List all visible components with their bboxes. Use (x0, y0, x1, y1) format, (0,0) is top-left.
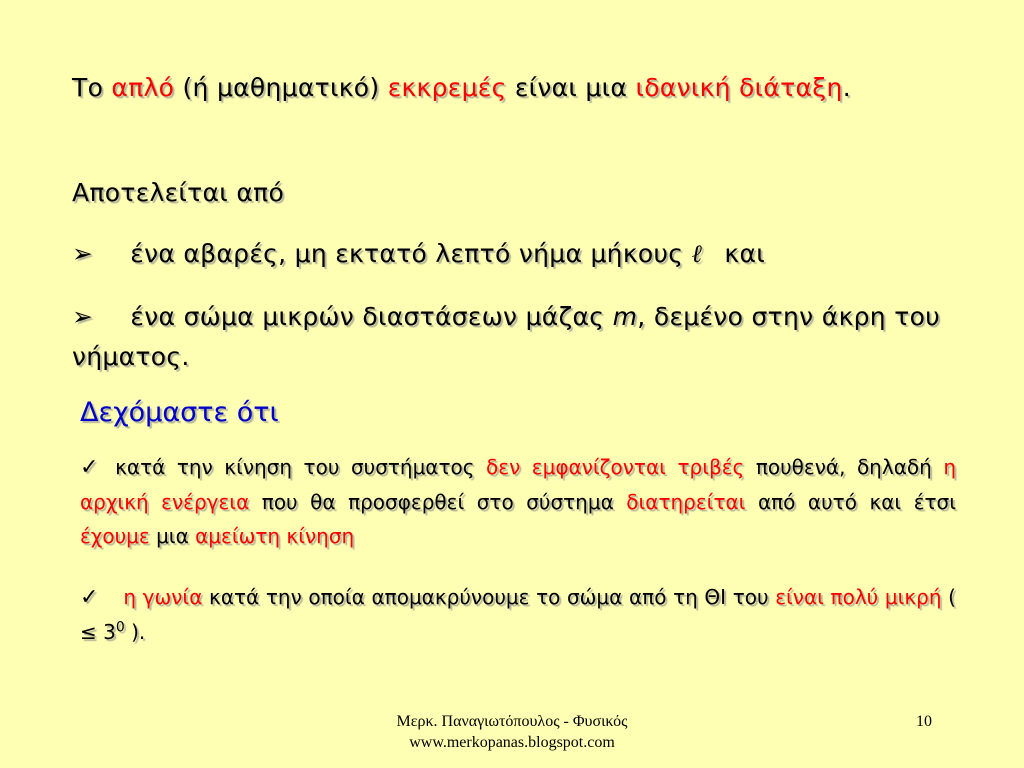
page-number: 10 (916, 713, 932, 730)
a1-text-3: που θα προσφερθεί στο σύστημα (261, 490, 614, 514)
a1-text-5: μια (156, 524, 189, 548)
a1-text-4: από αυτό και έτσι (757, 490, 957, 514)
bullet-string (72, 234, 940, 274)
assumption-small-angle (80, 580, 956, 649)
assumption-friction (80, 450, 956, 553)
footer-author: Μερκ. Παναγιωτόπουλος - Φυσικός (396, 713, 628, 730)
term-pendulum: εκκρεμές (387, 73, 507, 102)
length-symbol: ℓ (691, 239, 703, 268)
term-conserved: διατηρείται (626, 490, 746, 514)
term-angle: η γωνία (123, 585, 203, 609)
a1-text-1: κατά την κίνηση του συστήματος (115, 455, 475, 479)
intro-word-to: Το (72, 73, 104, 102)
checkmark-icon: ✓ (80, 585, 99, 610)
footer-credit (352, 711, 672, 753)
term-simple: απλό (111, 73, 175, 102)
term-very-small: είναι πολύ μικρή (775, 585, 942, 609)
intro-period: . (842, 73, 851, 102)
term-no-friction: δεν εμφανίζονται τριβές (486, 455, 745, 479)
bullet-string-and: και (724, 239, 765, 268)
term-arrangement: διάταξη (739, 73, 843, 102)
a2-text-1: κατά την οποία απομακρύνουμε το σώμα από τη ΘΙ του (209, 585, 769, 609)
bullet-mass (72, 297, 940, 377)
a1-text-2: πουθενά, δηλαδή (755, 455, 932, 479)
term-we-have: έχουμε (80, 524, 150, 548)
bullet-string-text: ένα αβαρές, μη εκτατό λεπτό νήμα μήκους (130, 239, 684, 268)
term-ideal: ιδανική (635, 73, 731, 102)
consists-of-line: Αποτελείται από (72, 178, 285, 207)
bullet-mass-end: , δεμένο στην άκρη του νήματος. (72, 302, 941, 371)
footer-website: www.merkopanas.blogspot.com (409, 734, 615, 751)
term-initial-energy: η αρχική ενέργεια (80, 455, 957, 514)
intro-is-a: είναι μια (514, 73, 628, 102)
bullet-mass-text: ένα σώμα μικρών διαστάσεων μάζας (130, 302, 605, 331)
term-undamped-motion: αμείωτη κίνηση (195, 524, 355, 548)
checkmark-icon: ✓ (80, 455, 104, 480)
assumptions-heading: Δεχόμαστε ότι (80, 397, 279, 428)
intro-paragraph (72, 68, 940, 108)
angle-limit: ( ≤ $3^0$ ). (80, 585, 956, 644)
arrow-bullet-icon: ➢ (72, 239, 94, 268)
degree-sup: 0 (115, 619, 125, 636)
mass-symbol: m (612, 302, 638, 331)
intro-mathematical: (ή μαθηματικό) (182, 73, 380, 102)
arrow-bullet-icon: ➢ (72, 302, 94, 331)
